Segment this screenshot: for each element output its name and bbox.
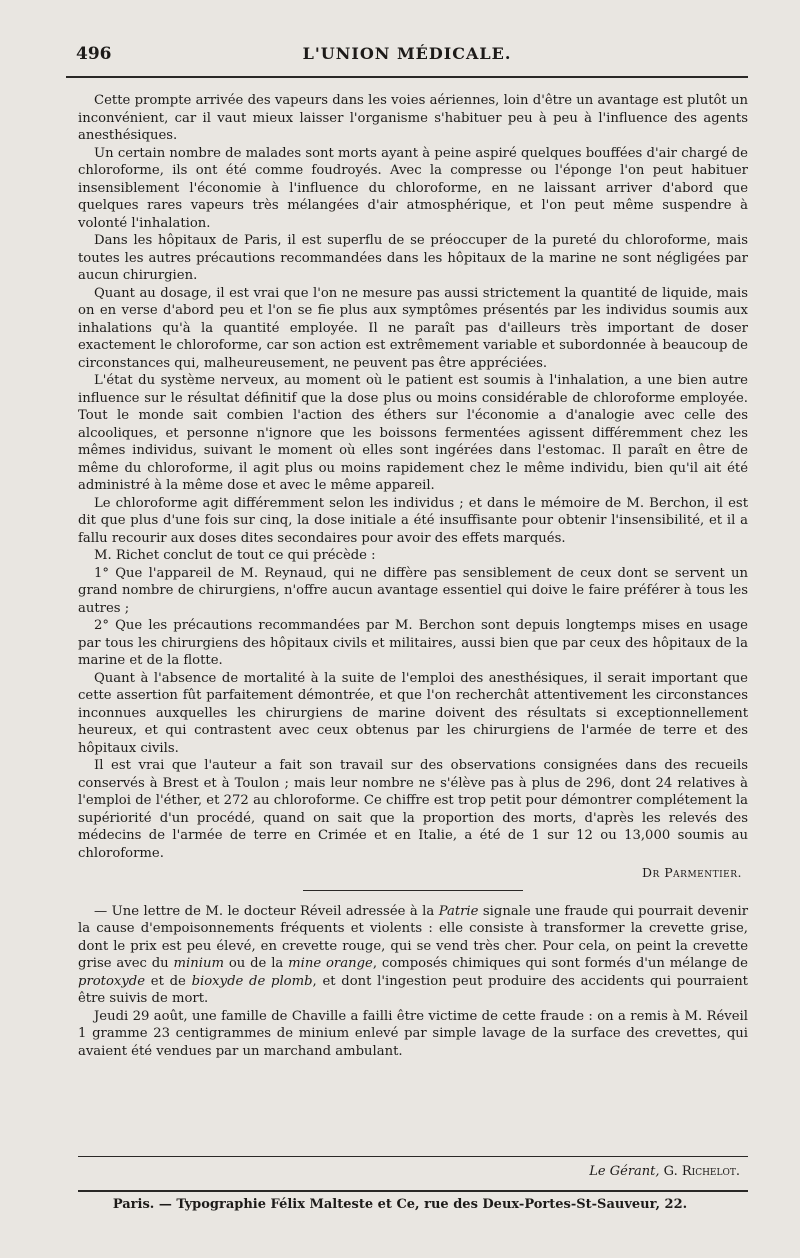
article-body [78, 92, 748, 1060]
paragraph: Dans les hôpitaux de Paris, il est superflu de se préoccuper de la pureté du chloroforme, mais toutes les autres précautions recommandées dans les hôpitaux de la marine ne sont négligées par aucun chirurgien. [78, 233, 748, 283]
newspaper-title: Patrie [438, 903, 479, 919]
paragraph: 1° Que l'appareil de M. Reynaud, qui ne diffère pas sensiblement de ceux dont se servent un grand nombre de chirurgiens, n'offre aucun avantage essentiel qui doive le faire préférer à tous les autres ; [78, 565, 748, 616]
paragraph: 2° Que les précautions recommandées par M. Berchon sont depuis longtemps mises en usage par tous les chirurgiens des hôpitaux civils et militaires, aussi bien que par ceux des hôpitaux de la marine et de la flotte. [78, 618, 748, 668]
news-note: — Une lettre de M. le docteur Réveil adressée à la Patrie signale une fraude qui pourrait devenir la cause d'empoisonnements fréquents et violents : elle consiste à transformer la crevette grise, dont le prix est peu élevé, en crevette rouge, qui se vend très cher. Pour cela, on peint la crevette grise avec du minium ou de la mine orange, composés chimiques qui sont formés d'un mélange de protoxyde et de bioxyde de plomb, et dont l'ingestion peut produire des accidents qui pourraient être suivis de mort. [78, 903, 748, 1006]
section-divider [303, 890, 523, 891]
printer-imprint: Paris. — Typographie Félix Malteste et Ce, rue des Deux-Portes-St-Sauveur, 22. [112, 1197, 688, 1212]
paragraph: Quant au dosage, il est vrai que l'on ne mesure pas aussi strictement la quantité de liquide, mais on en verse d'abord peu et l'on se fie plus aux symptômes présentés par les individus soumis aux inhalations qu'à la quantité employée. Il ne paraît pas d'ailleurs très important de doser exactement le chloroforme, car son action est extrêmement variable et subordonnée à beaucoup de circonstances qui, malheureusement, ne peuvent pas être appréciées. [78, 285, 748, 371]
paragraph: L'état du système nerveux, au moment où le patient est soumis à l'inhalation, a une bien autre influence sur le résultat définitif que la dose plus ou moins considérable de chloroforme employée. Tout le monde sait combien l'action des éthers sur l'économie a d'analogie avec celle des alcooliques, et personne n'ignore que les boissons fermentées agissent différemment chez les mêmes individus, suivant le moment où elles sont ingérées dans l'estomac. Il paraît en être de même du chloroforme, il agit plus ou moins rapidement chez le même individu, bien qu'il ait été administré à la même dose et avec le même appareil. [78, 373, 748, 493]
paragraph: Il est vrai que l'auteur a fait son travail sur des observations consignées dans des recueils conservés à Brest et à Toulon ; mais leur nombre ne s'élève pas à plus de 296, dont 24 relatives à l'emploi de l'éther, et 272 au chloroforme. Ce chiffre est trop petit pour démontrer complétement la supériorité d'un procédé, quand on sait que la proportion des morts, d'après les relevés des médecins de l'armée de terre en Crimée et en Italie, a été de 1 sur 12 ou 13,000 soumis au chloroforme. [78, 758, 748, 861]
paragraph: Jeudi 29 août, une famille de Chaville a failli être victime de cette fraude : on a remis à M. Réveil 1 gramme 23 centigrammes de minium enlevé par simple lavage de la surface des crevettes, qui avaient été vendues par un marchand ambulant. [78, 1008, 748, 1059]
paragraph: Cette prompte arrivée des vapeurs dans les voies aériennes, loin d'être un avantage est plutôt un inconvénient, car il vaut mieux laisser l'organisme s'habituer peu à peu à l'influence des agents anesthésiques. [78, 93, 748, 143]
paragraph: Quant à l'absence de mortalité à la suite de l'emploi des anesthésiques, il serait important que cette assertion fût parfaitement démontrée, et que l'on recherchât attentivement les circonstances inconnues auxquelles les chirurgiens de marine doivent des résultats si exceptionnellement heureux, et qui contrastent avec ceux obtenus par les chirurgiens de l'armée de terre et des hôpitaux civils. [78, 670, 748, 756]
header-rule [66, 76, 748, 78]
running-title: L'UNION MÉDICALE. [302, 44, 512, 63]
page-header [66, 44, 748, 74]
gerant-signature: Le Gérant, G. Richelot. [589, 1164, 740, 1179]
author-signature: Dr Parmentier. [642, 865, 742, 880]
footer-rule-double [78, 1190, 748, 1192]
paragraph: M. Richet conclut de tout ce qui précède : [94, 548, 376, 563]
paragraph: Un certain nombre de malades sont morts ayant à peine aspiré quelques bouffées d'air chargé de chloroforme, ils ont été comme foudroyés. Avec la compresse ou l'éponge l'on peut habituer insensiblement l'économie à l'influence du chloroforme, en ne laissant arriver d'abord que quelques rares vapeurs très mélangées d'air atmosphérique, et l'on peut même suspendre à volonté l'inhalation. [78, 145, 748, 231]
footer-rule [78, 1156, 748, 1157]
page-number: 496 [76, 44, 112, 64]
paragraph: Le chloroforme agit différemment selon les individus ; et dans le mémoire de M. Berchon, il est dit que plus d'une fois sur cinq, la dose initiale a été insuffisante pour obtenir l'insensibilité, et il a fallu recourir aux doses dites secondaires pour avoir des effets marqués. [78, 495, 748, 546]
